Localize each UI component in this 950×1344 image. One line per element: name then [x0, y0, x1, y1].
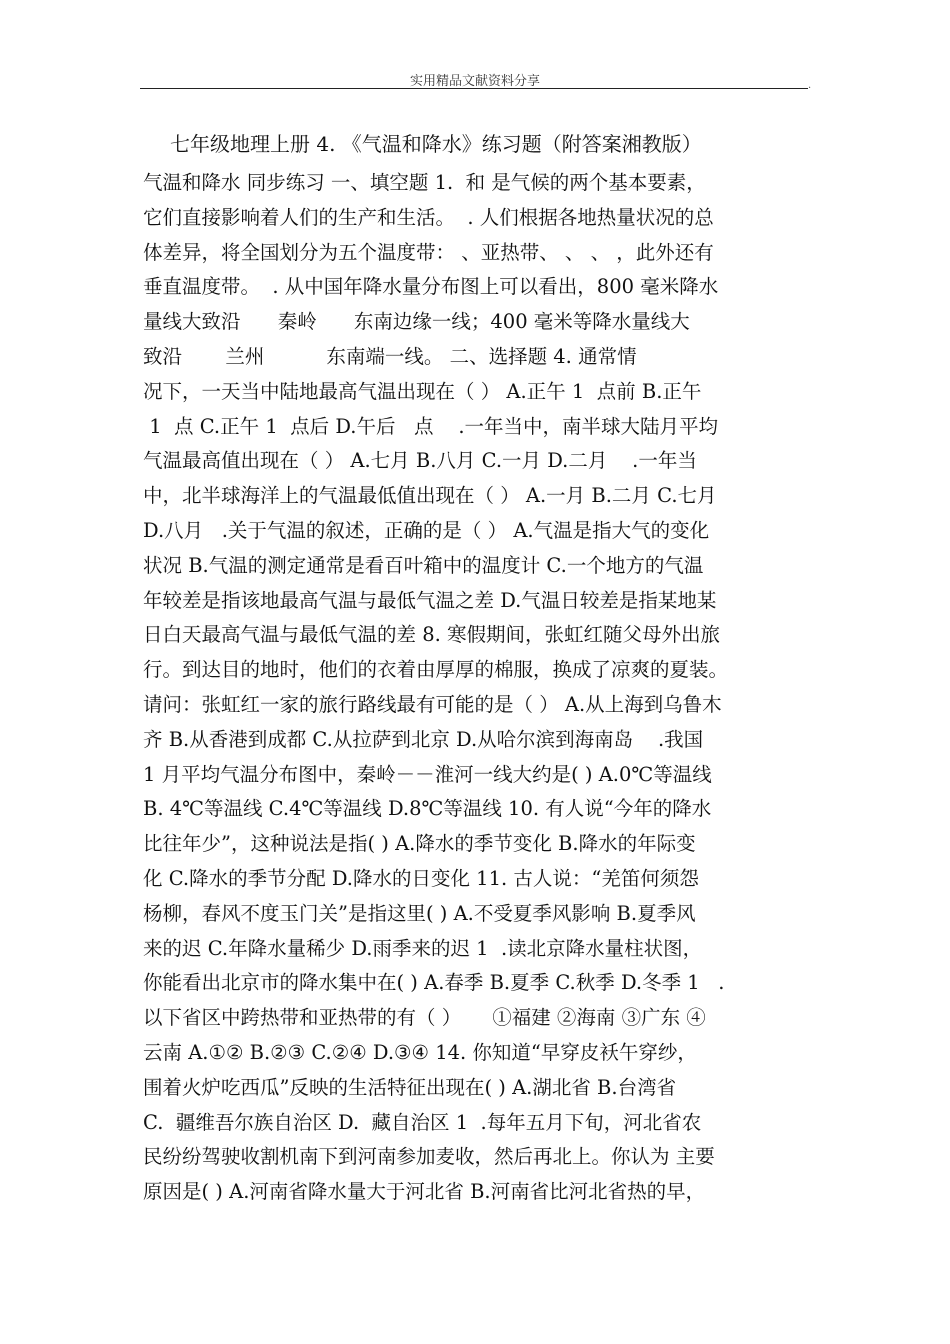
text-line: 比往年少”，这种说法是指( ) A.降水的季节变化 B.降水的年际变: [143, 832, 696, 856]
text-line: 以下省区中跨热带和亚热带的有（ ） ①福建 ②海南 ③广东 ④: [143, 1006, 706, 1030]
header-mark: .: [808, 80, 812, 91]
text-line: 状况 B.气温的测定通常是看百叶箱中的温度计 C.一个地方的气温: [143, 553, 704, 577]
text-line: 围着火炉吃西瓜”反映的生活特征出现在( ) A.湖北省 B.台湾省: [143, 1075, 677, 1099]
text-line: 原因是( ) A.河南省降水量大于河北省 B.河南省比河北省热的早，: [143, 1180, 706, 1204]
document-title: 七年级地理上册 4. 《气温和降水》练习题（附答案湘教版）: [170, 132, 702, 156]
text-line: 中，北半球海洋上的气温最低值出现在（ ） A.一月 B.二月 C.七月: [143, 484, 717, 508]
document-body: [143, 166, 815, 1210]
text-line: 云南 A.①② B.②③ C.②④ D.③④ 14. 你知道“早穿皮袄午穿纱，: [143, 1040, 697, 1064]
text-line: B. 4℃等温线 C.4℃等温线 D.8℃等温线 10. 有人说“今年的降水: [143, 797, 712, 821]
text-line: 它们直接影响着人们的生产和生活。 . 人们根据各地热量状况的总: [143, 205, 714, 229]
text-line: 行。到达目的地时，他们的衣着由厚厚的棉服，换成了凉爽的夏装。: [143, 658, 729, 682]
text-line: 体差异，将全国划分为五个温度带： 、亚热带、 、 、 ，此外还有: [143, 240, 714, 264]
text-line: D.八月 .关于气温的叙述，正确的是（ ） A.气温是指大气的变化: [143, 518, 710, 542]
text-line: 致沿 兰州 东南端一线。 二、选择题 4. 通常情: [143, 344, 637, 368]
text-line: 请问：张虹红一家的旅行路线最有可能的是（ ） A.从上海到乌鲁木: [143, 692, 722, 716]
text-line: 量线大致沿 秦岭 东南边缘一线；400 毫米等降水量线大: [143, 310, 690, 334]
text-line: 杨柳，春风不度玉门关”是指这里( ) A.不受夏季风影响 B.夏季风: [143, 901, 696, 925]
text-line: 气温最高值出现在（ ） A.七月 B.八月 C.一月 D.二月 .一年当: [143, 449, 697, 473]
text-line: 垂直温度带。 . 从中国年降水量分布图上可以看出，800 毫米降水: [143, 275, 719, 299]
text-line: 民纷纷驾驶收割机南下到河南参加麦收，然后再北上。你认为 主要: [143, 1145, 715, 1169]
text-line: 况下，一天当中陆地最高气温出现在（ ） A.正午 1 点前 B.正午: [143, 379, 702, 403]
header-divider: [140, 88, 808, 89]
page-header: 实用精品文献资料分享: [409, 74, 540, 89]
text-line: 齐 B.从香港到成都 C.从拉萨到北京 D.从哈尔滨到海南岛 .我国: [143, 727, 704, 751]
text-line: 日白天最高气温与最低气温的差 8. 寒假期间，张虹红随父母外出旅: [143, 623, 721, 647]
text-line: 化 C.降水的季节分配 D.降水的日变化 11. 古人说：“羌笛何须怨: [143, 866, 699, 890]
text-line: 1 月平均气温分布图中，秦岭－－淮河一线大约是( ) A.0℃等温线: [143, 762, 712, 786]
text-line: 1 点 C.正午 1 点后 D.午后 点 .一年当中，南半球大陆月平均: [143, 414, 719, 438]
text-line: 来的迟 C.年降水量稀少 D.雨季来的迟 1 .读北京降水量柱状图，: [143, 936, 703, 960]
text-line: 气温和降水 同步练习 一、填空题 1. 和 是气候的两个基本要素，: [143, 171, 706, 194]
text-line: 你能看出北京市的降水集中在( ) A.春季 B.夏季 C.秋季 D.冬季 1 .: [143, 971, 725, 995]
text-line: C. 疆维吾尔族自治区 D. 藏自治区 1 .每年五月下旬，河北省农: [143, 1110, 702, 1134]
text-line: 年较差是指该地最高气温与最低气温之差 D.气温日较差是指某地某: [143, 588, 717, 612]
